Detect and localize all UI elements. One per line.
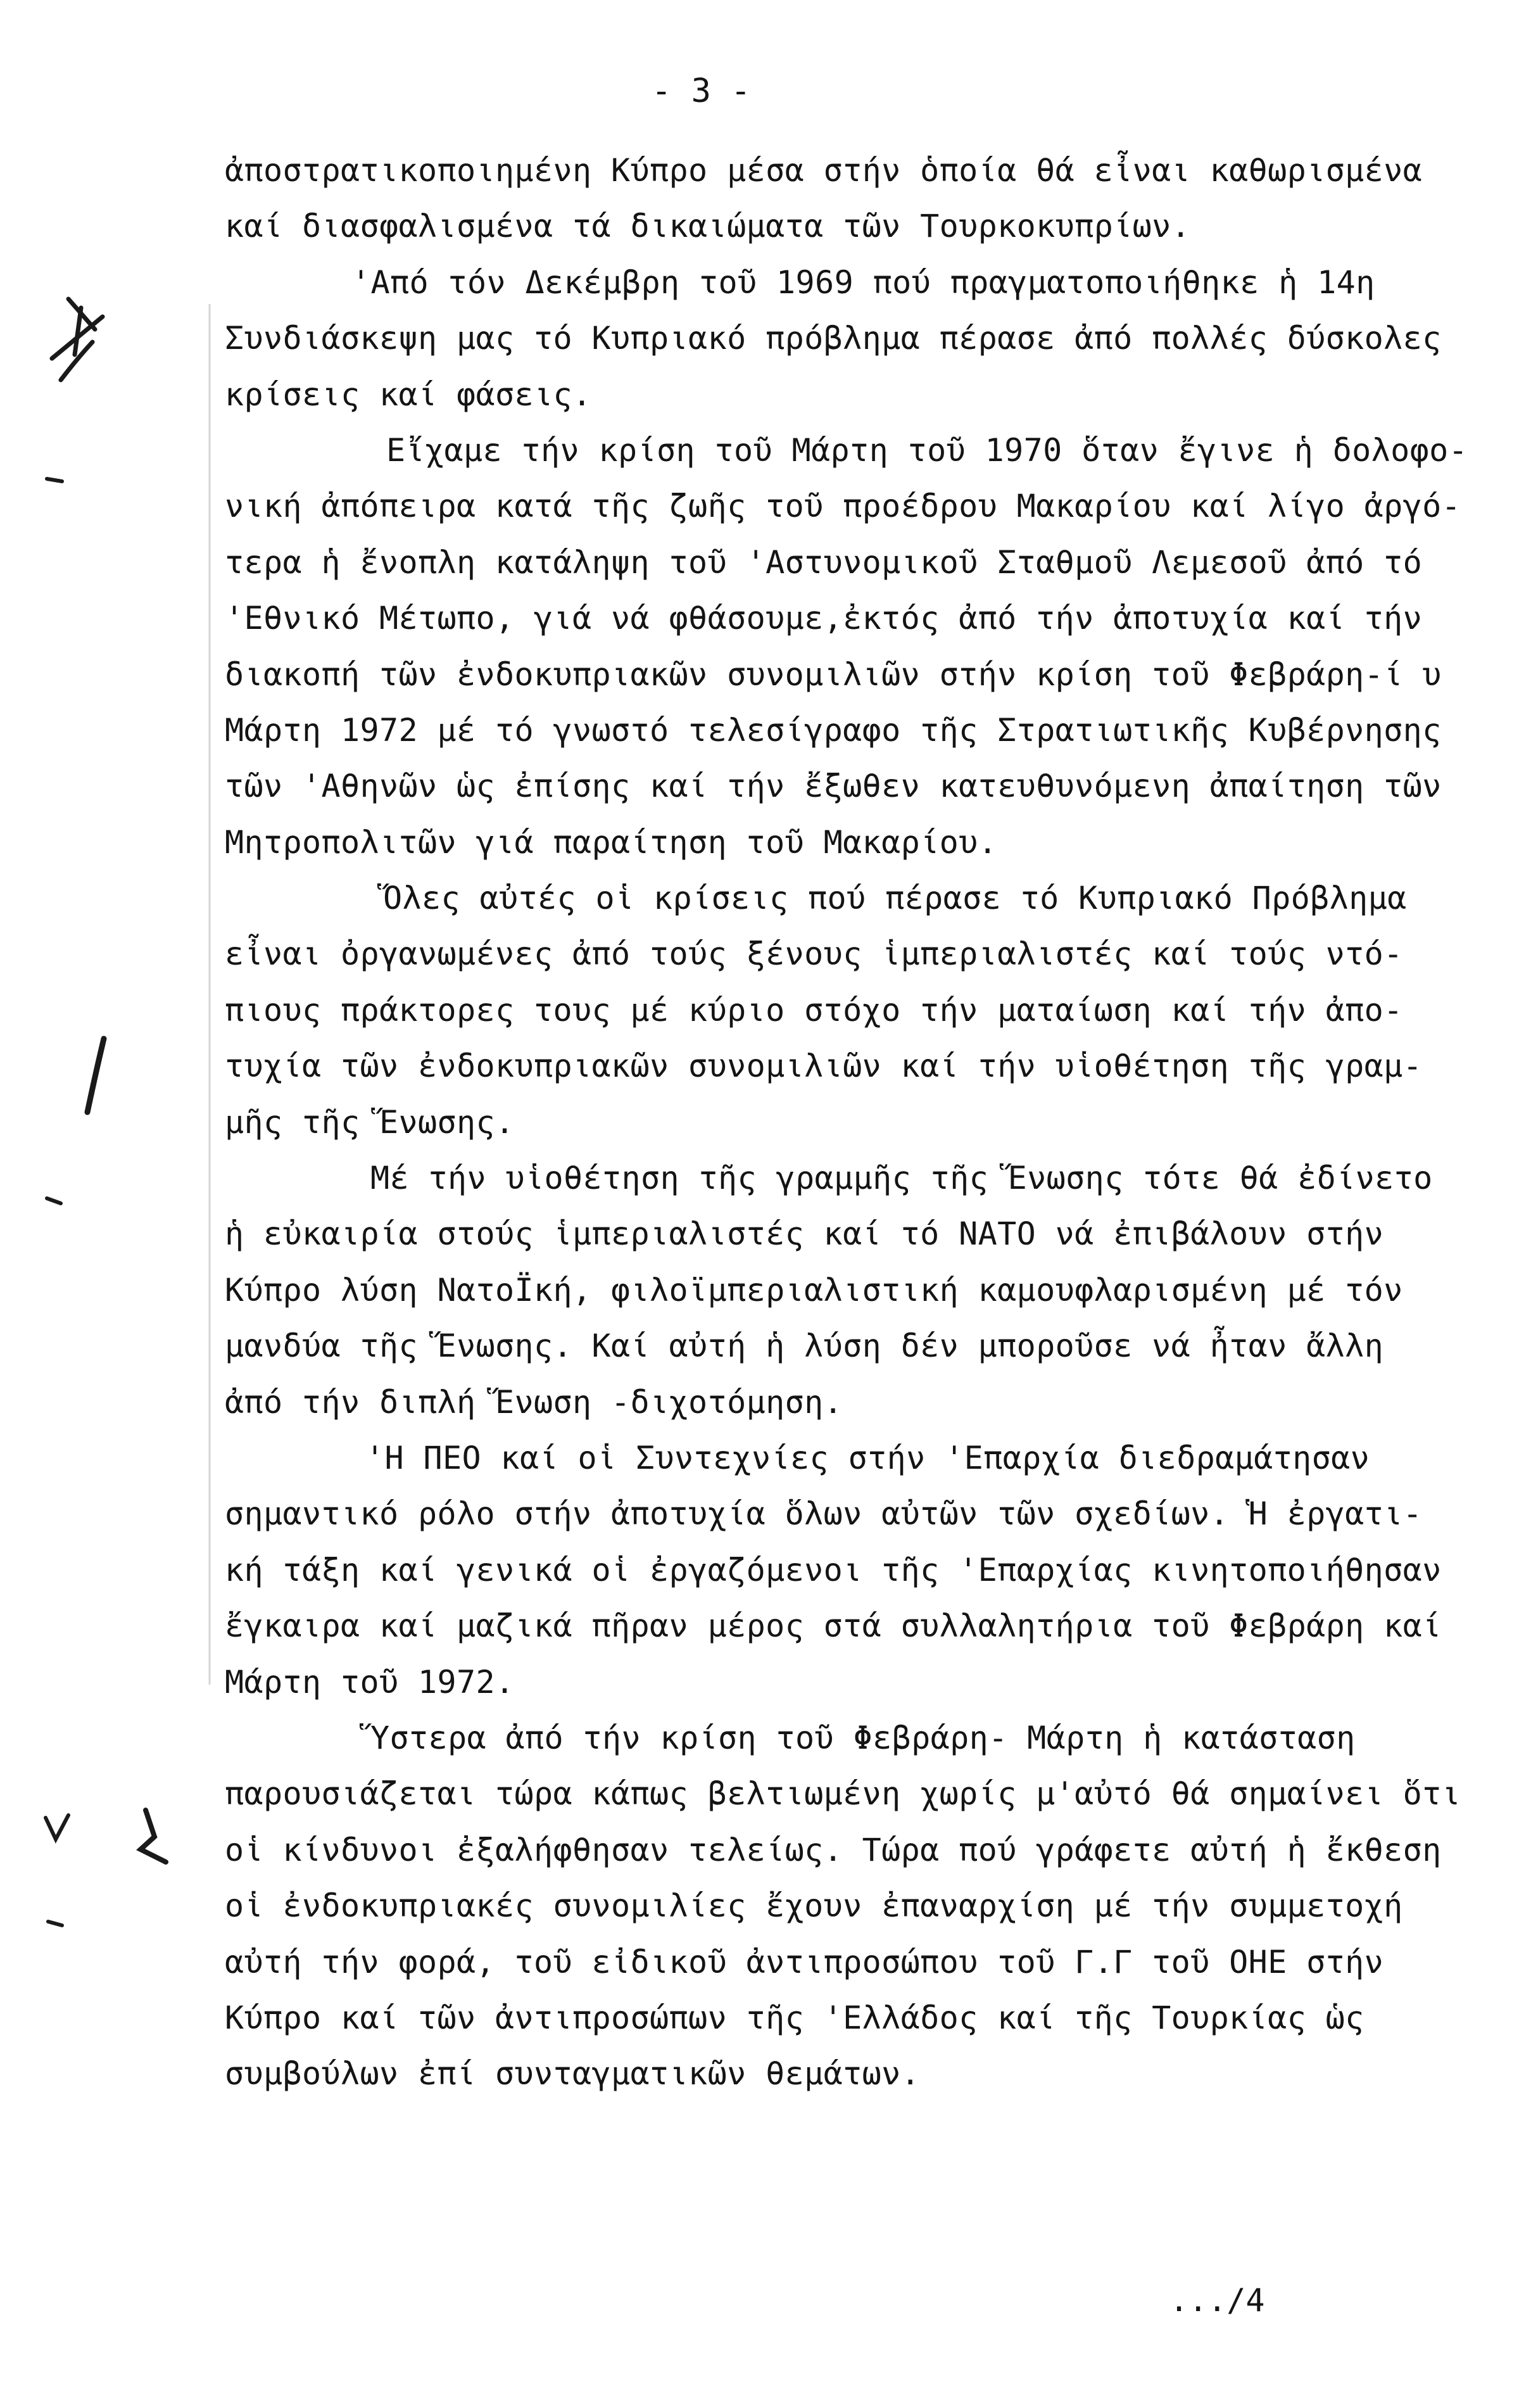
text-line: ἀποστρατικοποιημένη Κύπρο μέσα στήν ὁποία θά εἶναι καθωρισμένα xyxy=(225,152,1423,189)
text-line: κή τάξη καί γενικά οἱ ἐργαζόμενοι τῆς 'Επαρχίας κινητοποιήθησαν xyxy=(225,1551,1442,1588)
text-line: συμβούλων ἐπί συνταγματικῶν θεμάτων. xyxy=(225,2055,921,2093)
margin-mark-stroke xyxy=(87,1039,104,1112)
margin-mark-dash xyxy=(47,479,62,481)
text-line: παρουσιάζεται τώρα κάπως βελτιωμένη χωρίς μ'αὐτό θά σημαίνει ὅτι xyxy=(225,1775,1461,1813)
text-line: Κύπρο λύση ΝατοΪκή, φιλοϊμπεριαλιστική καμουφλαρισμένη μέ τόν xyxy=(225,1271,1403,1309)
text-line: Συνδιάσκεψη μας τό Κυπριακό πρόβλημα πέρασε ἀπό πολλές δύσκολες xyxy=(225,320,1442,357)
text-line: νική ἀπόπειρα κατά τῆς ζωῆς τοῦ προέδρου Μακαρίου καί λίγο ἀργό- xyxy=(225,488,1461,525)
text-line: σημαντικό ρόλο στήν ἀποτυχία ὅλων αὐτῶν τῶν σχεδίων. Ἡ ἐργατι- xyxy=(225,1495,1423,1533)
text-line: οἱ κίνδυνοι ἐξαλήφθησαν τελείως. Τώρα πού γράφετε αὐτή ἡ ἔκθεση xyxy=(225,1831,1442,1868)
text-line: τῶν 'Αθηνῶν ὡς ἐπίσης καί τήν ἔξωθεν κατευθυνόμενη ἀπαίτηση τῶν xyxy=(225,768,1442,805)
margin-mark-dash xyxy=(47,1198,61,1203)
text-line: Εἴχαμε τήν κρίση τοῦ Μάρτη τοῦ 1970 ὅταν ἔγινε ἡ δολοφο- xyxy=(386,431,1468,469)
text-line: Μάρτη 1972 μέ τό γνωστό τελεσίγραφο τῆς Στρατιωτικῆς Κυβέρνησης xyxy=(225,711,1442,749)
typed-text-body xyxy=(225,143,1485,2102)
text-line: ἡ εὐκαιρία στούς ἱμπεριαλιστές καί τό ΝΑΤΟ νά ἐπιβάλουν στήν xyxy=(225,1215,1384,1253)
text-line: εἶναι ὀργανωμένες ἀπό τούς ξένους ἱμπεριαλιστές καί τούς ντό- xyxy=(225,935,1403,973)
margin-mark-check xyxy=(46,1815,68,1839)
text-line: ἔγκαιρα καί μαζικά πῆραν μέρος στά συλλαλητήρια τοῦ Φεβράρη καί xyxy=(225,1607,1442,1645)
continuation-marker: .../4 xyxy=(1169,2282,1265,2319)
text-line: ἀπό τήν διπλή Ἕνωση -διχοτόμηση. xyxy=(225,1383,843,1421)
text-line: 'Από τόν Δεκέμβρη τοῦ 1969 πού πραγματοποιήθηκε ἡ 14η xyxy=(351,263,1375,301)
text-line: μανδύα τῆς Ἕνωσης. Καί αὐτή ἡ λύση δέν μποροῦσε νά ἦταν ἄλλη xyxy=(225,1328,1384,1365)
text-line: διακοπή τῶν ἐνδοκυπριακῶν συνομιλιῶν στήν κρίση τοῦ Φεβράρη-ί υ xyxy=(225,656,1442,693)
text-line: Ὅλες αὐτές οἱ κρίσεις πού πέρασε τό Κυπριακό Πρόβλημα xyxy=(383,880,1407,917)
text-line: κρίσεις καί φάσεις. xyxy=(225,376,592,413)
margin-mark-dash xyxy=(48,1922,62,1925)
text-line: Ὕστερα ἀπό τήν κρίση τοῦ Φεβράρη- Μάρτη ἡ κατάσταση xyxy=(370,1719,1356,1756)
text-line: οἱ ἐνδοκυπριακές συνομιλίες ἔχουν ἐπαναρχίση μέ τήν συμμετοχή xyxy=(225,1887,1403,1925)
page-number: - 3 - xyxy=(652,72,751,110)
text-line: 'Η ΠΕΟ καί οἱ Συντεχνίες στήν 'Επαρχία διεδραμάτησαν xyxy=(365,1439,1370,1476)
text-line: αὐτή τήν φορά, τοῦ εἰδικοῦ ἀντιπροσώπου τοῦ Γ.Γ τοῦ ΟΗΕ στήν xyxy=(225,1943,1384,1980)
text-line: μῆς τῆς Ἕνωσης. xyxy=(225,1103,515,1141)
margin-mark-scribble xyxy=(52,299,103,380)
text-line: Κύπρο καί τῶν ἀντιπροσώπων τῆς 'Ελλάδος καί τῆς Τουρκίας ὡς xyxy=(225,1999,1365,2036)
text-line: Μητροπολιτῶν γιά παραίτηση τοῦ Μακαρίου. xyxy=(225,823,998,861)
text-line: καί διασφαλισμένα τά δικαιώματα τῶν Τουρκοκυπρίων. xyxy=(225,208,1191,245)
margin-mark-scribble xyxy=(141,1810,166,1862)
text-line: τερα ἡ ἔνοπλη κατάληψη τοῦ 'Αστυνομικοῦ Σταθμοῦ Λεμεσοῦ ἀπό τό xyxy=(225,543,1423,581)
text-line: πιους πράκτορες τους μέ κύριο στόχο τήν ματαίωση καί τήν ἀπο- xyxy=(225,991,1403,1029)
text-line: τυχία τῶν ἐνδοκυπριακῶν συνομιλιῶν καί τήν υἱοθέτηση τῆς γραμ- xyxy=(225,1048,1423,1085)
text-line: 'Εθνικό Μέτωπο, γιά νά φθάσουμε,ἐκτός ἀπό τήν ἀποτυχία καί τήν xyxy=(225,600,1423,637)
text-line: Μέ τήν υἱοθέτηση τῆς γραμμῆς τῆς Ἕνωσης τότε θά ἐδίνετο xyxy=(370,1160,1433,1197)
text-line: Μάρτη τοῦ 1972. xyxy=(225,1663,515,1701)
